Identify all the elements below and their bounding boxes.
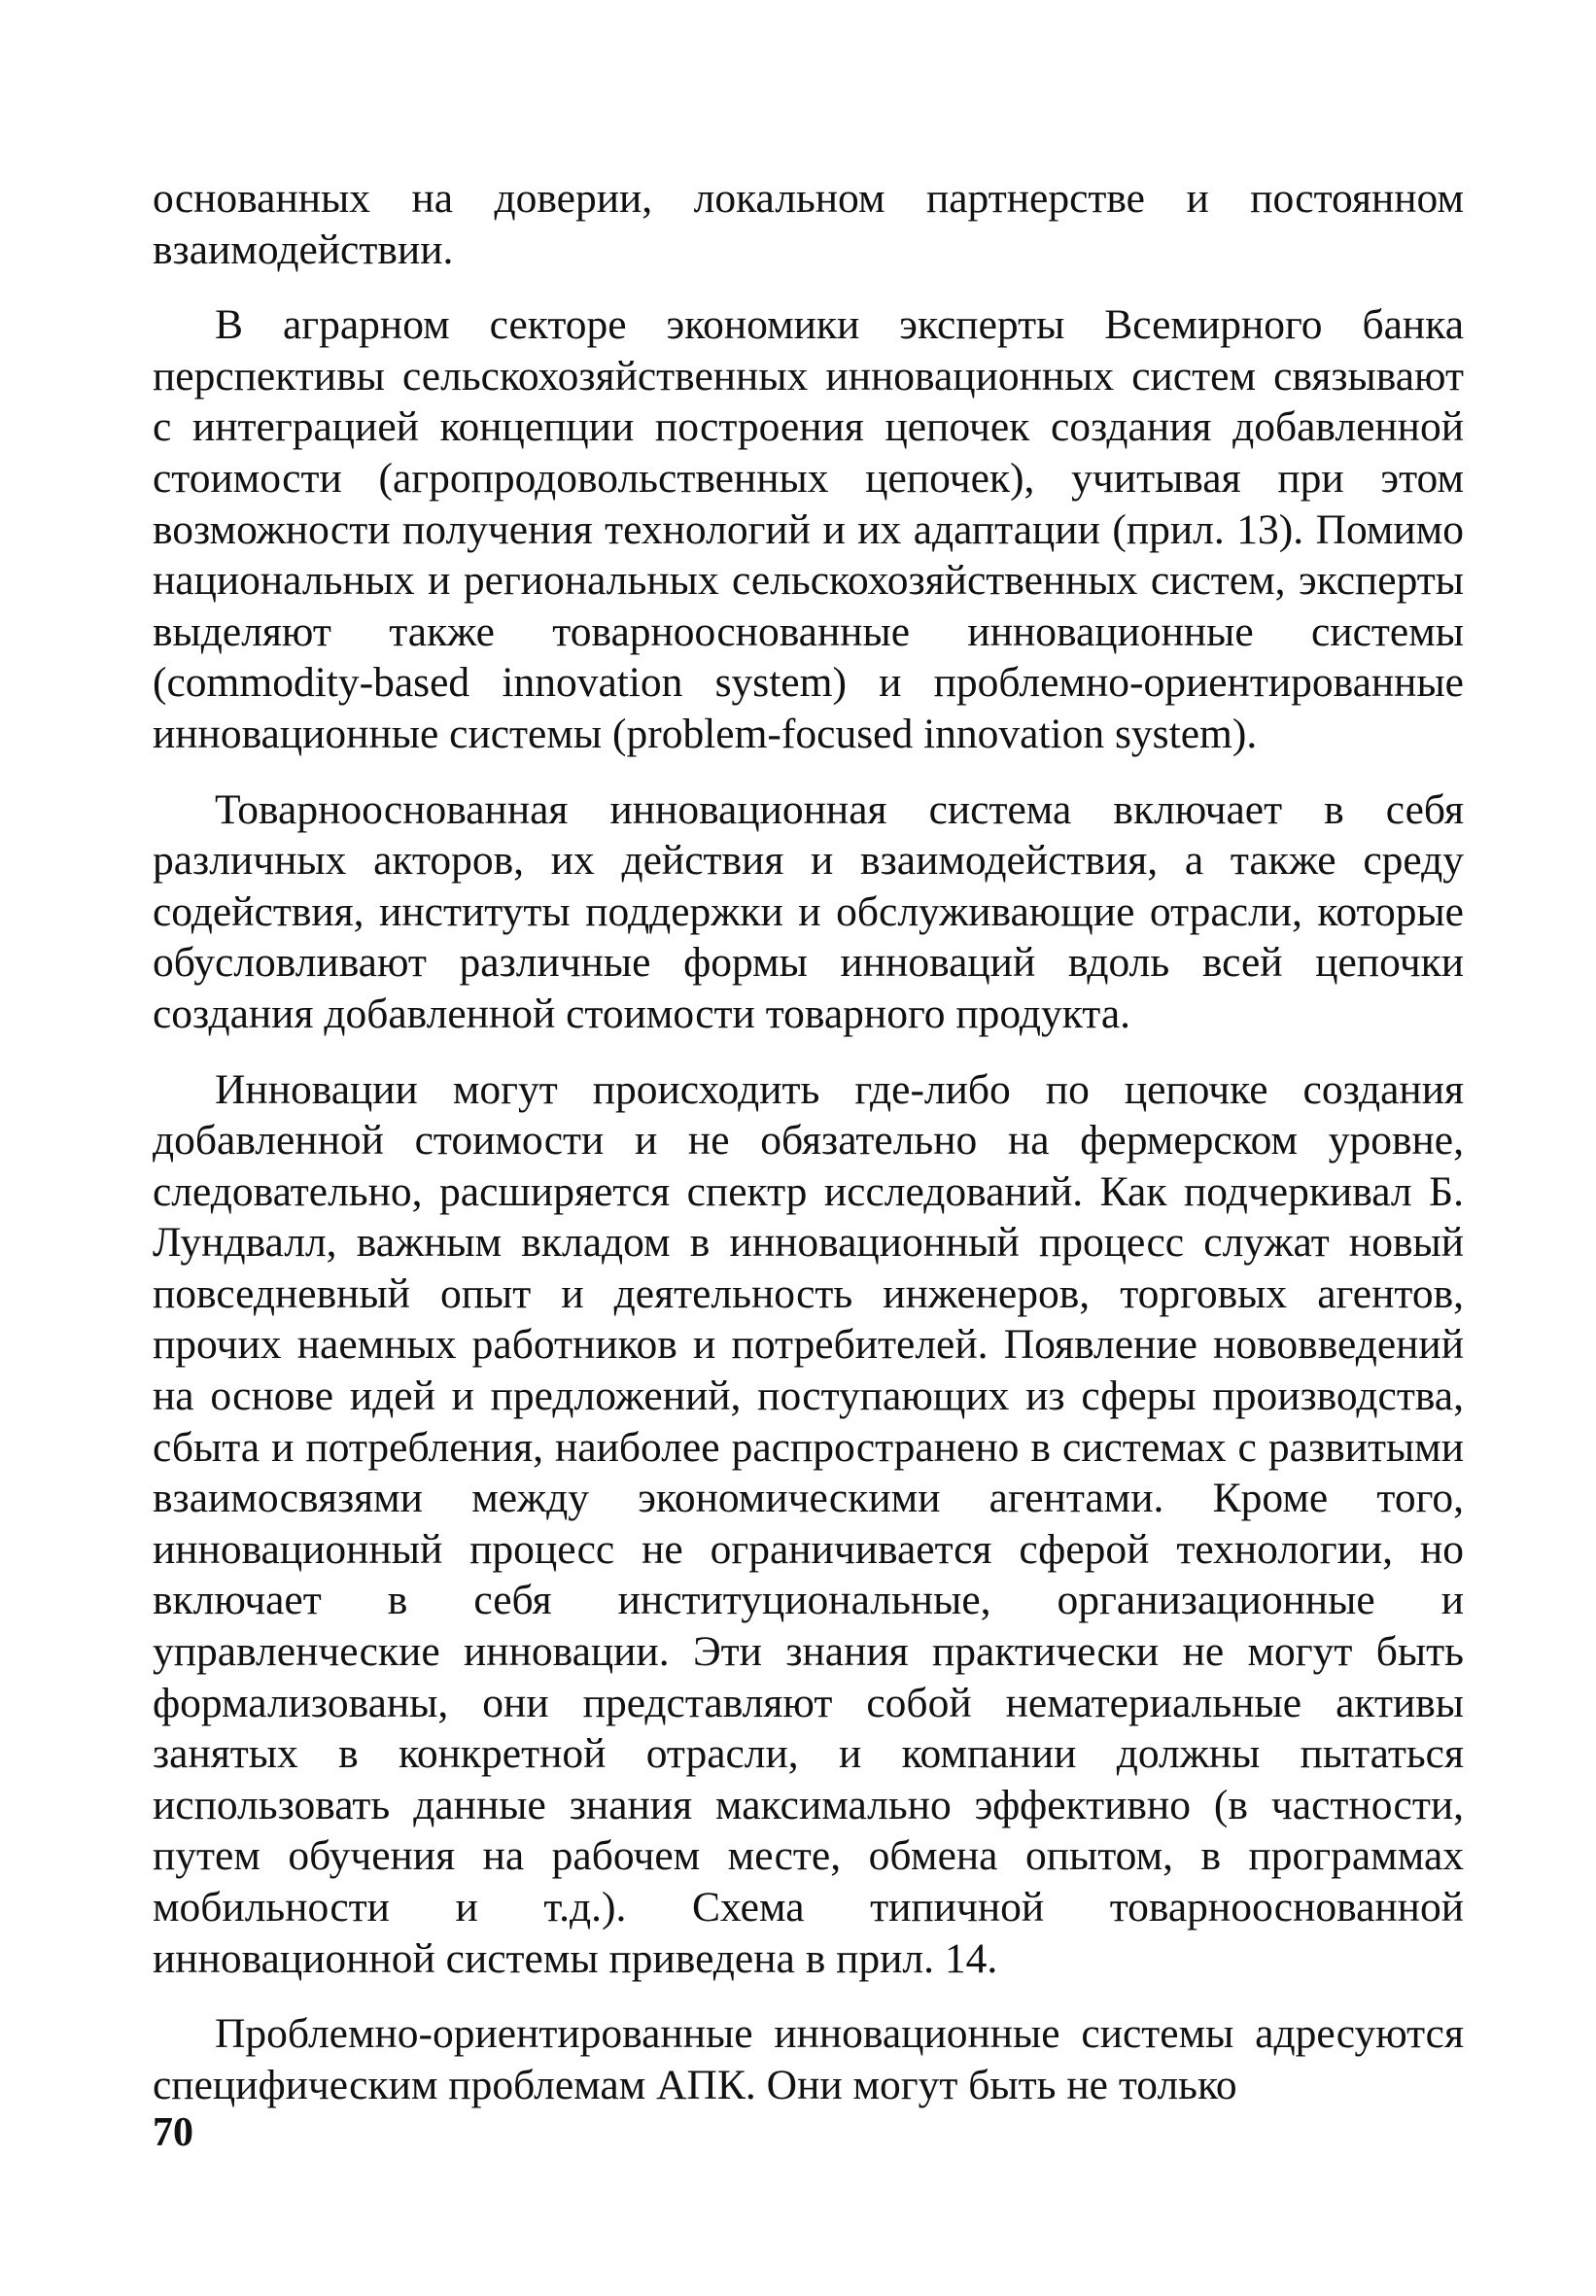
paragraph-4: Инновации могут происходить где-либо по цепочке создания добавленной стоимости и не обязательно на фермерском уровне, следовательно, расширяется спектр исследований. Как подчеркивал Б. Лундвалл, важным вкладом в инновационный процесс служат новый повседневный опыт и деятельность инженеров, торговых агентов, прочих наемных работников и потребителей. Появление нововведений на основе идей и предложений, поступающих из сферы производства, сбыта и потребления, наиболее распространено в системах с развитыми взаимосвязями между экономическими агентами. Кроме того, инновационный процесс не ограничивается сферой технологии, но включает в себя институциональные, организационные и управленческие инновации. Эти знания практически не могут быть формализованы, они представляют собой нематериальные активы занятых в конкретной отрасли, и компании должны пытаться использовать данные знания максимально эффективно (в частности, путем обучения на рабочем месте, обмена опытом, в программах мобильности и т.д.). Схема типичной товарнооснованной инновационной системы приведена в прил. 14.	[153, 1065, 1464, 1982]
paragraph-2: В аграрном секторе экономики эксперты Всемирного банка перспективы сельскохозяйственных инновационных систем связывают с интеграцией концепции построения цепочек создания добавленной стоимости (агропродовольственных цепочек), учитывая при этом возможности получения технологий и их адаптации (прил. 13). Помимо национальных и региональных сельскохозяйственных систем, эксперты выделяют также товарнооснованные инновационные системы (commodity-based innovation system) и проблемно-ориентированные инновационные системы (problem-focused innovation system).	[153, 301, 1464, 757]
page-body	[153, 173, 1464, 2135]
paragraph-1: основанных на доверии, локальном партнерстве и постоянном взаимодействии.	[153, 175, 1464, 273]
page-number: 70	[153, 2110, 193, 2155]
paragraph-5: Проблемно-ориентированные инновационные системы адресуются специфическим проблемам АПК. Они могут быть не только	[153, 2010, 1464, 2108]
paragraph-3: Товарнооснованная инновационная система включает в себя различных акторов, их действия и взаимодействия, а также среду содействия, институты поддержки и обслуживающие отрасли, которые обусловливают различные формы инноваций вдоль всей цепочки создания добавленной стоимости товарного продукта.	[153, 785, 1464, 1037]
